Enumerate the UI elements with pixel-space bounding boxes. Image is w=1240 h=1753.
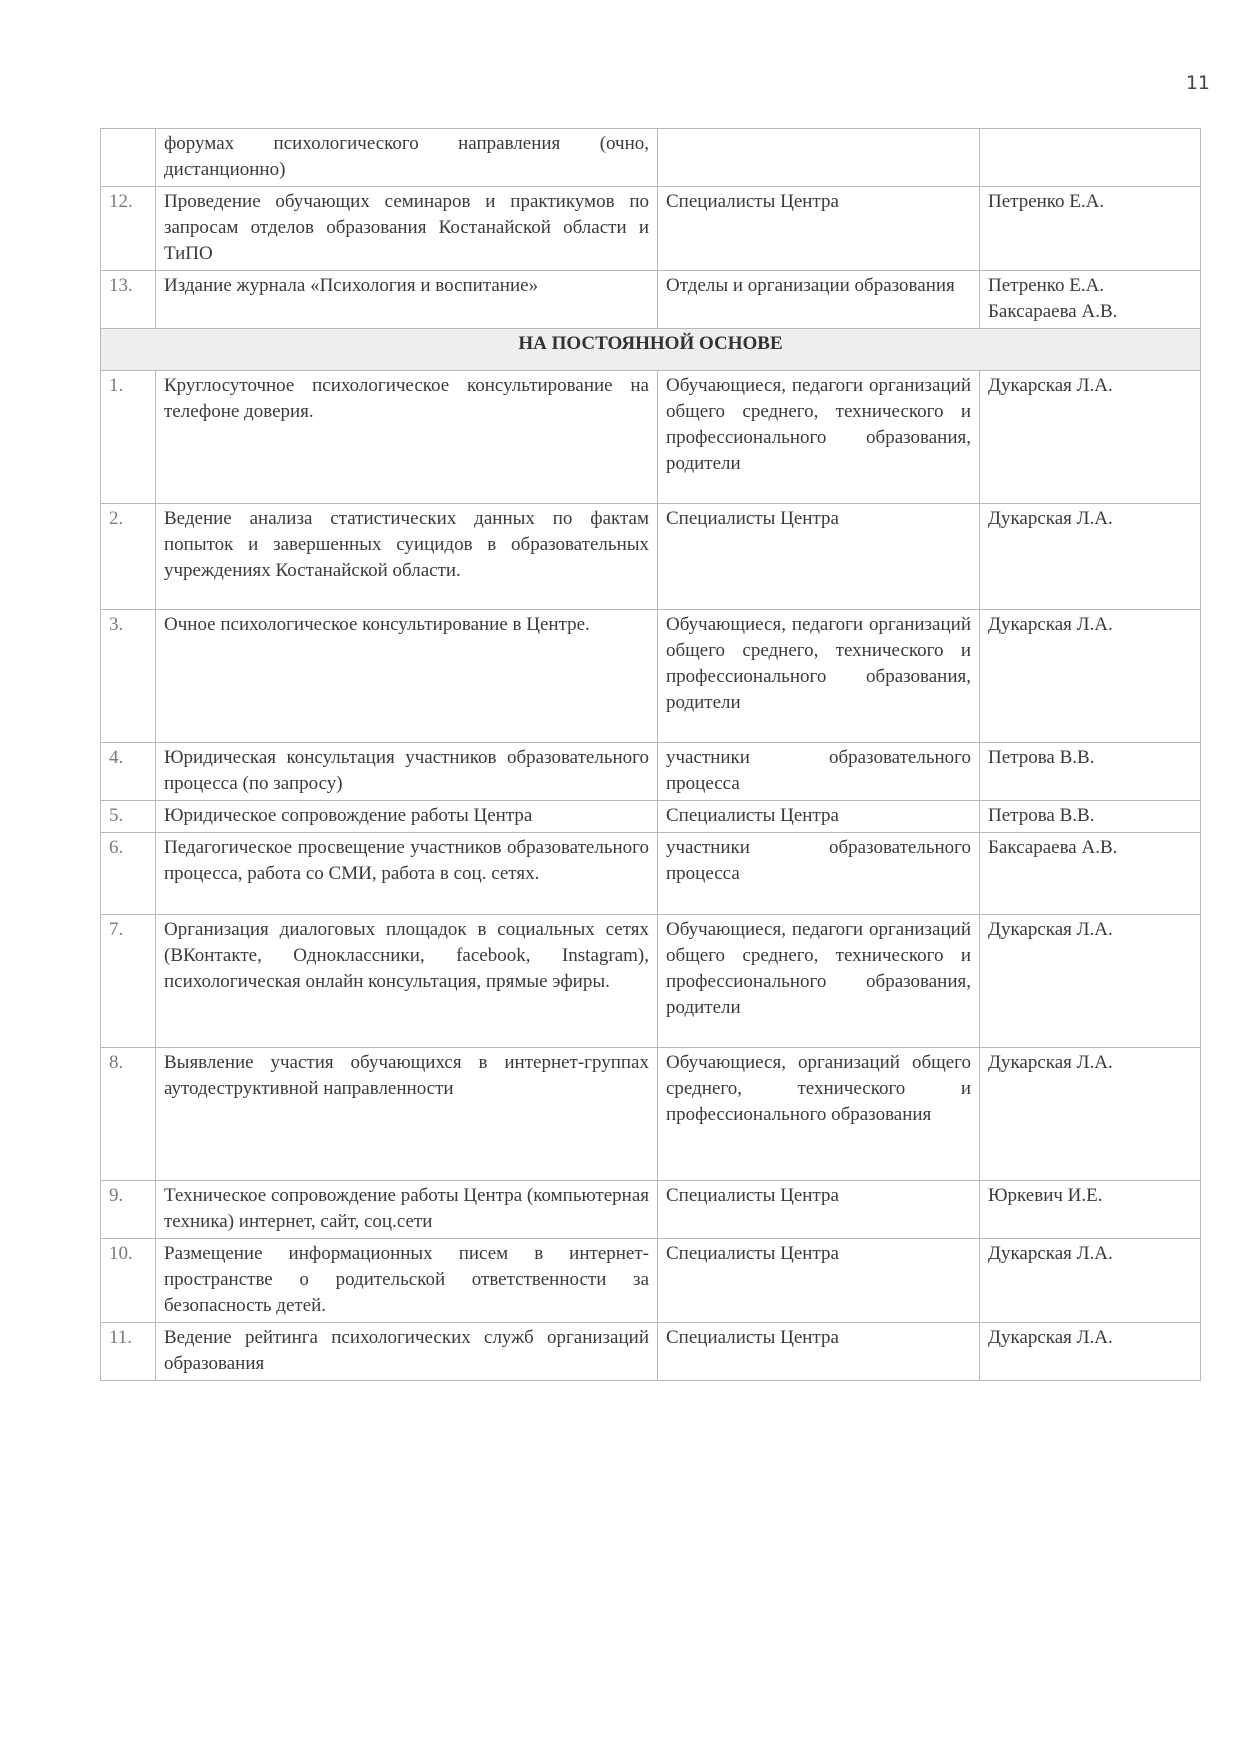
activity-description: Юридическое сопровождение работы Центра [156, 801, 658, 833]
activity-description: Размещение информационных писем в интернет-пространстве о родительской ответственности за безопасность детей. [156, 1239, 658, 1323]
target-audience [658, 129, 980, 187]
row-number: 2. [101, 504, 156, 610]
responsible-person: Баксараева А.В. [980, 833, 1201, 915]
responsible-person: Дукарская Л.А. [980, 1239, 1201, 1323]
table-row [101, 801, 1201, 833]
table-row [101, 504, 1201, 610]
activity-description: Издание журнала «Психология и воспитание» [156, 271, 658, 329]
target-audience: Обучающиеся, организаций общего среднего, технического и профессионального образования [658, 1048, 980, 1181]
target-audience: Специалисты Центра [658, 504, 980, 610]
section-row [101, 329, 1201, 371]
page-number: 11 [1185, 72, 1210, 94]
responsible-person: Петренко Е.А. [980, 187, 1201, 271]
table-row [101, 271, 1201, 329]
responsible-person: Петрова В.В. [980, 743, 1201, 801]
table-row [101, 129, 1201, 187]
table-row [101, 743, 1201, 801]
row-number: 1. [101, 371, 156, 504]
row-number: 12. [101, 187, 156, 271]
table-row [101, 1239, 1201, 1323]
target-audience: Специалисты Центра [658, 1323, 980, 1381]
responsible-person [980, 271, 1201, 329]
table-row [101, 833, 1201, 915]
responsible-person-line: Баксараева А.В. [988, 301, 1118, 322]
target-audience: Отделы и организации образования [658, 271, 980, 329]
target-audience: Обучающиеся, педагоги организаций общего среднего, технического и профессионального образования, родители [658, 610, 980, 743]
activity-description: Выявление участия обучающихся в интернет-группах аутодеструктивной направленности [156, 1048, 658, 1181]
target-audience: участники образовательного процесса [658, 743, 980, 801]
target-audience: Обучающиеся, педагоги организаций общего среднего, технического и профессионального образования, родители [658, 915, 980, 1048]
row-number: 3. [101, 610, 156, 743]
activity-description: Очное психологическое консультирование в Центре. [156, 610, 658, 743]
table-row [101, 187, 1201, 271]
table-row [101, 915, 1201, 1048]
activity-description: Ведение рейтинга психологических служб организаций образования [156, 1323, 658, 1381]
row-number: 7. [101, 915, 156, 1048]
activity-description: Ведение анализа статистических данных по фактам попыток и завершенных суицидов в образовательных учреждениях Костанайской области. [156, 504, 658, 610]
activity-description: Техническое сопровождение работы Центра (компьютерная техника) интернет, сайт, соц.сети [156, 1181, 658, 1239]
responsible-person: Юркевич И.Е. [980, 1181, 1201, 1239]
activity-description: Проведение обучающих семинаров и практикумов по запросам отделов образования Костанайской области и ТиПО [156, 187, 658, 271]
table-row [101, 1048, 1201, 1181]
responsible-person [980, 129, 1201, 187]
row-number: 11. [101, 1323, 156, 1381]
responsible-person: Дукарская Л.А. [980, 610, 1201, 743]
target-audience: Специалисты Центра [658, 1181, 980, 1239]
table-row [101, 610, 1201, 743]
row-number: 5. [101, 801, 156, 833]
target-audience: Специалисты Центра [658, 801, 980, 833]
target-audience: Специалисты Центра [658, 187, 980, 271]
row-number: 6. [101, 833, 156, 915]
responsible-person: Дукарская Л.А. [980, 915, 1201, 1048]
responsible-person: Дукарская Л.А. [980, 1048, 1201, 1181]
responsible-person: Дукарская Л.А. [980, 504, 1201, 610]
responsible-person: Дукарская Л.А. [980, 371, 1201, 504]
target-audience: участники образовательного процесса [658, 833, 980, 915]
table-row [101, 371, 1201, 504]
activity-plan-table [100, 128, 1201, 1381]
activity-description: Организация диалоговых площадок в социальных сетях (ВКонтакте, Одноклассники, facebook, Instagram), психологическая онлайн консультация, прямые эфиры. [156, 915, 658, 1048]
section-title: НА ПОСТОЯННОЙ ОСНОВЕ [101, 329, 1201, 371]
row-number: 10. [101, 1239, 156, 1323]
table-row [101, 1323, 1201, 1381]
responsible-person: Петрова В.В. [980, 801, 1201, 833]
activity-description: Юридическая консультация участников образовательного процесса (по запросу) [156, 743, 658, 801]
row-number: 4. [101, 743, 156, 801]
activity-description: Круглосуточное психологическое консультирование на телефоне доверия. [156, 371, 658, 504]
row-number: 8. [101, 1048, 156, 1181]
target-audience: Обучающиеся, педагоги организаций общего среднего, технического и профессионального образования, родители [658, 371, 980, 504]
target-audience: Специалисты Центра [658, 1239, 980, 1323]
responsible-person-line: Петренко Е.А. [988, 275, 1105, 296]
activity-description: форумах психологического направления (очно, дистанционно) [156, 129, 658, 187]
table-body-permanent [101, 371, 1201, 1381]
table-body-previous [101, 129, 1201, 371]
row-number: 9. [101, 1181, 156, 1239]
table-row [101, 1181, 1201, 1239]
activity-description: Педагогическое просвещение участников образовательного процесса, работа со СМИ, работа в соц. сетях. [156, 833, 658, 915]
responsible-person: Дукарская Л.А. [980, 1323, 1201, 1381]
row-number [101, 129, 156, 187]
row-number: 13. [101, 271, 156, 329]
